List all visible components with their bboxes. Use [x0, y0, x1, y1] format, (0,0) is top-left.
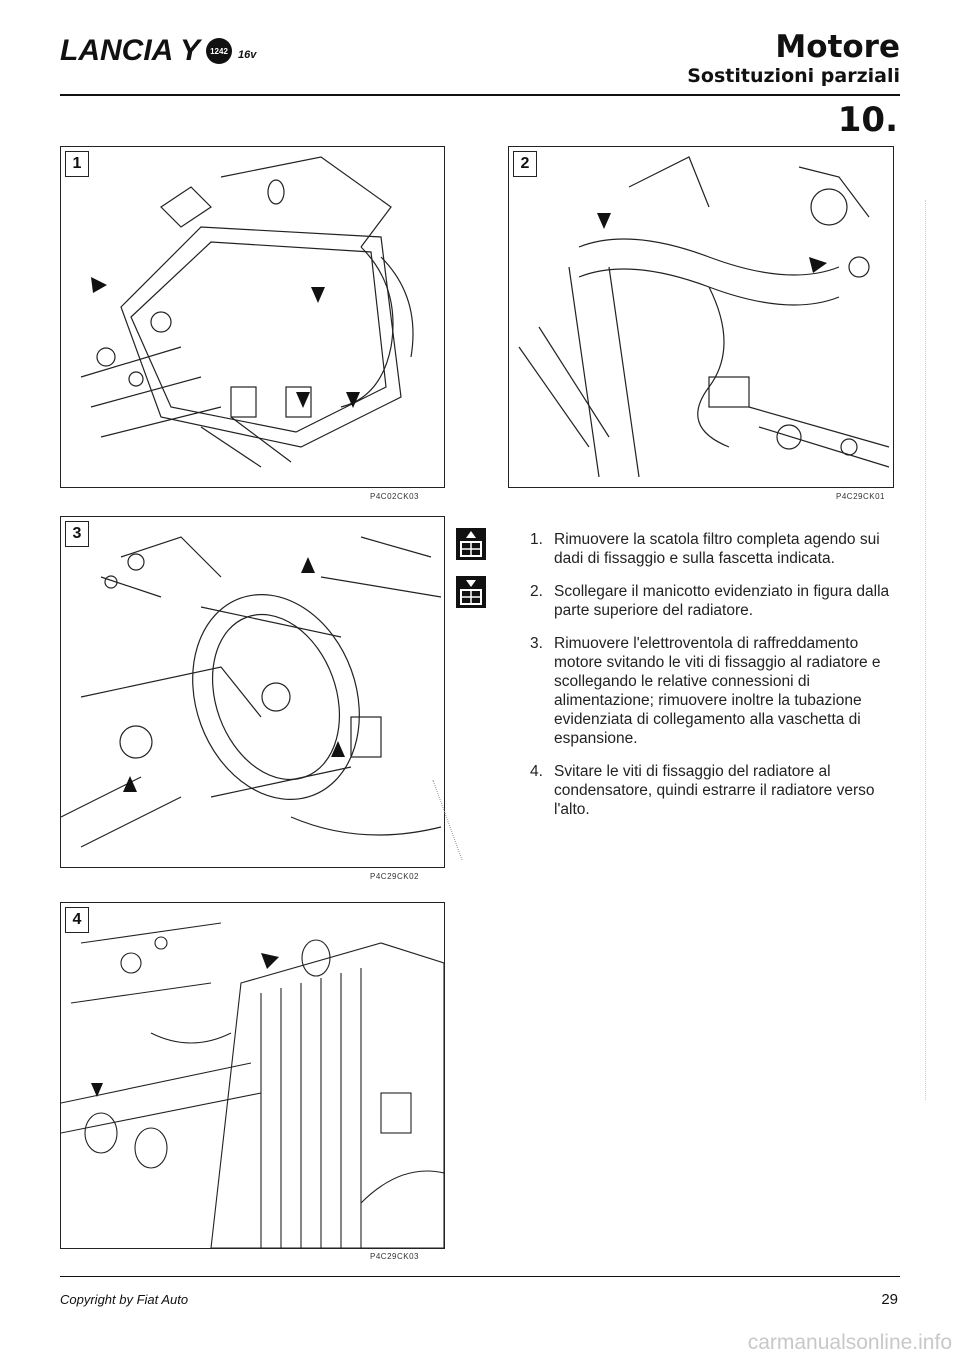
- copyright: Copyright by Fiat Auto: [60, 1292, 189, 1307]
- operation-icons: [456, 528, 486, 608]
- figure-4: [60, 902, 445, 1249]
- figure-1: [60, 146, 445, 488]
- instruction-step: 1. Rimuovere la scatola filtro completa agendo sui dadi di fissaggio e sulla fascetta indicata.: [530, 531, 880, 567]
- figure-code: P4C02CK03: [370, 492, 419, 501]
- figure-code: P4C29CK01: [836, 492, 885, 501]
- page-subtitle: Sostituzioni parziali: [687, 65, 900, 87]
- scan-artifact: [925, 200, 926, 1100]
- brand-suffix: 16v: [238, 49, 257, 61]
- instruction-text: Scollegare il manicotto evidenziato in figura dalla parte superiore del radiatore.: [554, 583, 890, 619]
- instruction-step: 4. Svitare le viti di fissaggio del radiatore al condensatore, quindi estrarre il radiatore verso l'alto.: [530, 763, 875, 818]
- figure-code: P4C29CK02: [370, 872, 419, 881]
- engine-badge-icon: 1242: [206, 38, 232, 64]
- page-header: [687, 30, 900, 88]
- remove-down-icon: [456, 576, 486, 608]
- figure-number: 1: [65, 151, 89, 177]
- figure-2: [508, 146, 894, 488]
- figure-3: [60, 516, 445, 868]
- figure-code: P4C29CK03: [370, 1252, 419, 1261]
- page-title: Motore: [775, 29, 900, 65]
- header-divider: [60, 94, 900, 96]
- remove-up-icon: [456, 528, 486, 560]
- watermark: carmanualsonline.info: [747, 1331, 952, 1354]
- instruction-text: Svitare le viti di fissaggio del radiatore al condensatore, quindi estrarre il radiatore verso l'alto.: [554, 763, 875, 818]
- brand-logo: [60, 34, 256, 68]
- figure-4-drawing: [61, 903, 444, 1248]
- scan-artifact: [432, 780, 522, 860]
- instruction-text: Rimuovere la scatola filtro completa agendo sui dadi di fissaggio e sulla fascetta indicata.: [554, 531, 880, 567]
- footer-divider: [60, 1276, 900, 1277]
- figure-number: 4: [65, 907, 89, 933]
- instruction-step: 2. Scollegare il manicotto evidenziato in figura dalla parte superiore del radiatore.: [530, 583, 890, 619]
- instruction-text: Rimuovere l'elettroventola di raffreddamento motore svitando le viti di fissaggio al radiatore e scollegando le relative connessioni di alimentazione; rimuovere inoltre la tubazione evidenziata di collegamento alla vaschetta di espansione.: [554, 635, 881, 747]
- figure-number: 2: [513, 151, 537, 177]
- figure-number: 3: [65, 521, 89, 547]
- brand-name: LANCIA Y: [60, 34, 201, 67]
- instruction-list: [530, 530, 895, 833]
- figure-2-drawing: [509, 147, 893, 487]
- figure-1-drawing: [61, 147, 444, 487]
- page-number: 29: [881, 1291, 898, 1308]
- instruction-step: 3. Rimuovere l'elettroventola di raffreddamento motore svitando le viti di fissaggio al radiatore e scollegando le relative connessioni di alimentazione; rimuovere inoltre la tubazione evidenziata di collegamento alla vaschetta di espansione.: [530, 635, 881, 747]
- figure-3-drawing: [61, 517, 444, 867]
- section-number: 10.: [837, 100, 898, 140]
